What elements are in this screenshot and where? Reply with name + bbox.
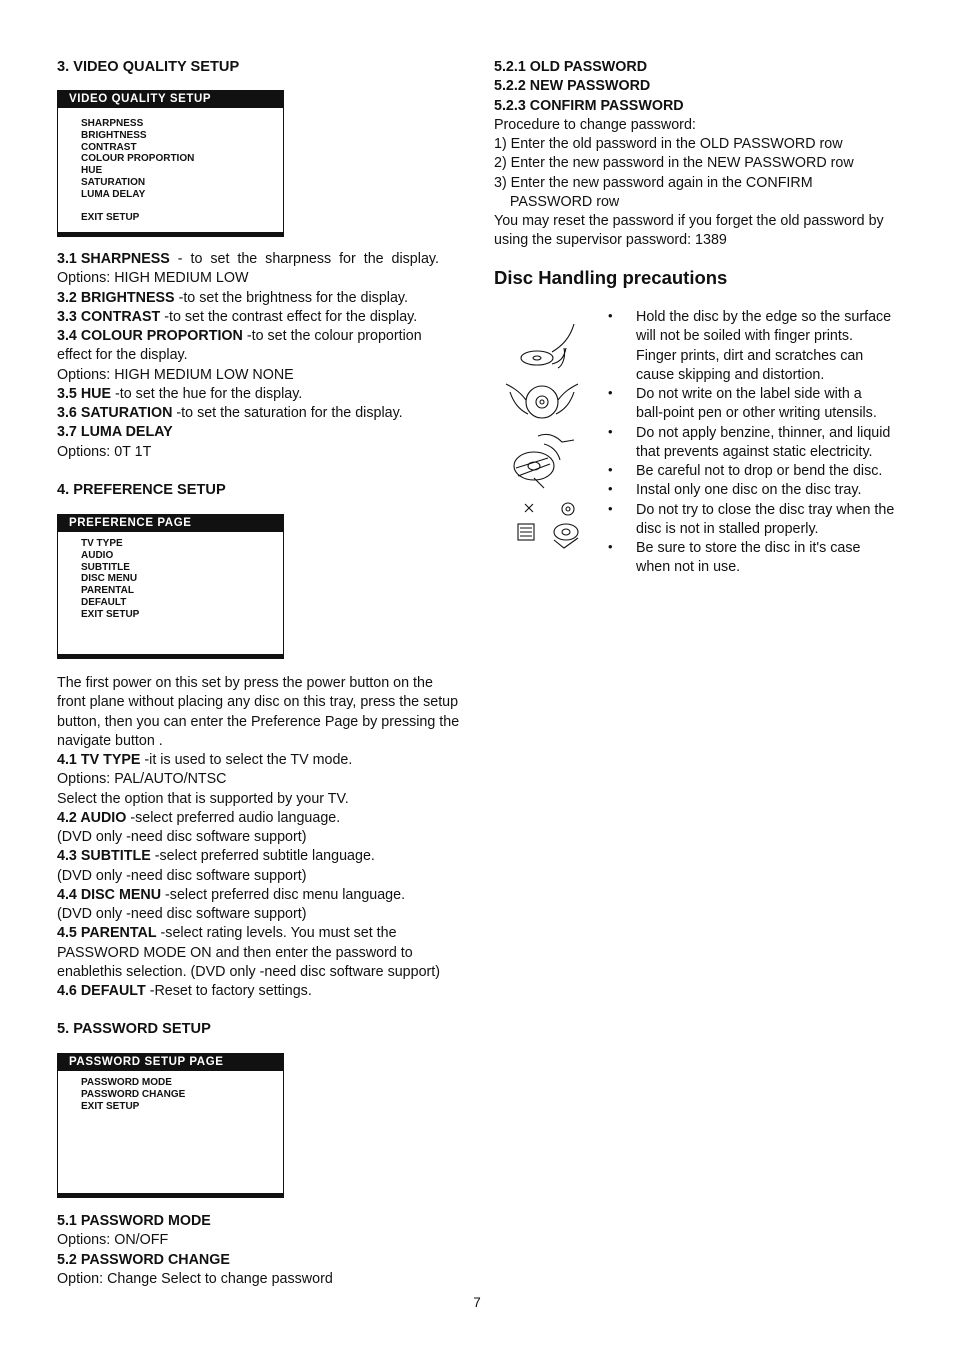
text-line [57, 250, 439, 269]
text-line [57, 1231, 168, 1250]
bullet-marker: • [608, 385, 613, 400]
term-label: 4.1 TV TYPE [57, 752, 141, 768]
description-text: Options: ON/OFF [57, 1232, 169, 1249]
description-text: -to set the saturation for the display. [172, 405, 403, 421]
description-text: PASSWORD MODE ON and then enter the password to [57, 944, 413, 961]
text-line [494, 77, 650, 96]
description-text: using the supervisor password: 1389 [494, 232, 727, 249]
text-line [57, 770, 227, 789]
text-line [57, 867, 307, 886]
description-text: -Reset to factory settings. [145, 983, 312, 999]
description-text: enablethis selection. (DVD only -need disc software support) [57, 963, 441, 980]
menu-item: COLOUR PROPORTION [81, 153, 195, 165]
text-line [57, 944, 413, 963]
description-text: -to set the contrast effect for the display. [160, 308, 418, 325]
bullet-marker: • [608, 539, 613, 554]
bullet-line: Do not write on the label side with a [636, 386, 862, 402]
preference-heading: 4. PREFERENCE SETUP [57, 482, 226, 498]
term-label: 3.6 SATURATION [57, 405, 173, 421]
text-line [57, 732, 163, 751]
text-line [494, 154, 854, 173]
text-line [57, 404, 403, 423]
term-label: 5.2 PASSWORD CHANGE [57, 1251, 230, 1268]
menu-item: HUE [81, 165, 103, 177]
text-line [57, 847, 375, 866]
description-text: Procedure to change password: [494, 116, 696, 133]
description-text: front plane without placing any disc on this tray, press the setup [57, 694, 459, 711]
term-label: 5.2.1 OLD PASSWORD [494, 59, 648, 75]
description-text: Option: Change Select to change password [57, 1270, 333, 1287]
term-label: 3.5 HUE [57, 385, 112, 402]
menu-item: PASSWORD CHANGE [81, 1088, 186, 1100]
preference-menu [57, 514, 284, 659]
menu-item: EXIT SETUP [81, 212, 140, 224]
description-text: 2) Enter the new password in the NEW PASSWORD row [494, 155, 854, 172]
menu-item: TV TYPE [81, 538, 123, 549]
menu-item: BRIGHTNESS [81, 129, 147, 141]
text-line [494, 231, 727, 250]
term-label: 4.3 SUBTITLE [57, 848, 151, 865]
text-line [57, 1212, 211, 1231]
description-text: Select the option that is supported by your TV. [57, 790, 349, 807]
text-line [57, 1270, 333, 1289]
text-line [57, 905, 307, 924]
bullet-line: Be sure to store the disc in it's case [636, 540, 861, 556]
description-text: (DVD only -need disc software support) [57, 867, 307, 884]
term-label: 5.2.2 NEW PASSWORD [494, 78, 651, 95]
description-text: -it is used to select the TV mode. [140, 752, 353, 768]
text-line [57, 809, 340, 828]
text-line [494, 174, 813, 193]
menu-title: PREFERENCE PAGE [58, 515, 283, 532]
bullet-line: cause skipping and distortion. [636, 366, 825, 383]
bullet-marker: • [608, 423, 613, 439]
description-text: (DVD only -need disc software support) [57, 906, 307, 922]
description-text: -select preferred disc menu language. [161, 886, 406, 903]
description-text: Options: 0T 1T [57, 443, 152, 460]
menu-item: EXIT SETUP [81, 608, 140, 620]
term-label: 5.2.3 CONFIRM PASSWORD [494, 97, 684, 114]
two-hands-disc-icon [506, 384, 578, 418]
description-text: PASSWORD row [494, 193, 620, 210]
password-menu [57, 1053, 284, 1198]
video-quality-menu [57, 90, 284, 237]
description-text: Options: HIGH MEDIUM LOW [57, 270, 249, 287]
preference-menu-items [81, 538, 139, 621]
description-text: (DVD only -need disc software support) [57, 829, 307, 845]
text-line [57, 1251, 230, 1270]
disc-handling-heading: Disc Handling precautions [494, 267, 728, 288]
menu-title: PASSWORD SETUP PAGE [58, 1054, 283, 1071]
text-line [494, 135, 843, 154]
bullet-line: Do not try to close the disc tray when the [636, 501, 895, 518]
menu-item: AUDIO [81, 549, 114, 561]
text-line [57, 346, 188, 365]
text-line [57, 289, 408, 308]
bullet-line: will not be soiled with finger prints. [636, 328, 853, 345]
menu-item: LUMA DELAY [81, 188, 146, 200]
bullet-line: when not in use. [636, 559, 741, 576]
description-text: -to set the colour proportion [242, 328, 422, 344]
video-quality-heading: 3. VIDEO QUALITY SETUP [57, 59, 240, 75]
video-menu-items [81, 118, 194, 224]
hold-disc-icon [521, 324, 574, 368]
description-text: Options: PAL/AUTO/NTSC [57, 771, 227, 788]
menu-item: SATURATION [81, 176, 146, 188]
menu-item: CONTRAST [81, 141, 137, 153]
description-text: button, then you can enter the Preference Page by pressing the [57, 713, 460, 730]
description-text: 3) Enter the new password again in the CONFIRM [494, 174, 813, 191]
menu-item: DEFAULT [81, 596, 127, 608]
menu-item [81, 201, 194, 213]
description-text: effect for the display. [57, 347, 188, 364]
term-label: 3.7 LUMA DELAY [57, 424, 173, 441]
term-label: 3.1 SHARPNESS [57, 251, 170, 267]
text-line [57, 269, 248, 288]
text-line [57, 751, 352, 770]
description-text: You may reset the password if you forget the old password by [494, 213, 884, 229]
store-disc-icon [518, 503, 578, 548]
term-label: 4.2 AUDIO [57, 809, 127, 826]
text-line [494, 193, 619, 212]
term-label: 4.6 DEFAULT [57, 983, 146, 999]
text-line [57, 674, 433, 693]
menu-item: PASSWORD MODE [81, 1077, 172, 1088]
term-label: 3.3 CONTRAST [57, 308, 161, 325]
text-line [57, 693, 458, 712]
password-menu-items [81, 1077, 185, 1112]
description-text: -select rating levels. You must set the [156, 925, 397, 942]
menu-title: VIDEO QUALITY SETUP [58, 91, 283, 108]
bullet-marker: • [608, 500, 613, 516]
page-number: 7 [473, 1295, 481, 1310]
bullet-marker: • [608, 481, 613, 497]
bullet-line: that prevents against static electricity. [636, 443, 873, 460]
term-label: 3.4 COLOUR PROPORTION [57, 328, 243, 344]
term-label: 5.1 PASSWORD MODE [57, 1213, 211, 1229]
term-label: 4.5 PARENTAL [57, 925, 157, 942]
text-line [494, 58, 647, 77]
bullet-line: ball-point pen or other writing utensils. [636, 405, 877, 422]
text-line [57, 366, 294, 385]
bullet-line: Do not apply benzine, thinner, and liquid [636, 424, 891, 441]
bullet-line: Finger prints, dirt and scratches can [636, 347, 864, 364]
menu-item: EXIT SETUP [81, 1100, 140, 1112]
bullet-line: Hold the disc by the edge so the surface [636, 309, 892, 325]
text-line [57, 982, 312, 1001]
text-line [494, 97, 684, 116]
bullet-line: Be careful not to drop or bend the disc. [636, 463, 883, 479]
text-line [57, 790, 349, 809]
description-text: -select preferred subtitle language. [150, 848, 375, 865]
description-text: navigate button . [57, 732, 163, 749]
text-line [57, 423, 173, 442]
text-line [57, 713, 459, 732]
text-line [57, 443, 151, 462]
menu-item: SUBTITLE [81, 561, 130, 573]
text-line [57, 385, 302, 404]
text-line [494, 116, 696, 135]
menu-item: DISC MENU [81, 573, 138, 585]
bullet-line: Instal only one disc on the disc tray. [636, 482, 862, 499]
text-line [57, 327, 422, 346]
description-text: 1) Enter the old password in the OLD PASSWORD row [494, 136, 843, 152]
description-text: The first power on this set by press the power button on the [57, 675, 433, 691]
password-heading: 5. PASSWORD SETUP [57, 1021, 211, 1037]
description-text: -to set the hue for the display. [111, 385, 303, 402]
bullet-line: disc is not in stalled properly. [636, 520, 819, 537]
description-text: Options: HIGH MEDIUM LOW NONE [57, 366, 294, 383]
text-line [57, 886, 405, 905]
text-line [57, 924, 397, 943]
menu-item: PARENTAL [81, 585, 134, 597]
text-line [57, 963, 440, 982]
bullet-marker: • [608, 462, 613, 477]
description-text: - to set the sharpness for the display. [169, 251, 439, 267]
menu-item: SHARPNESS [81, 118, 144, 129]
bullet-marker: • [608, 308, 613, 323]
text-line [57, 308, 417, 327]
description-text: -to set the brightness for the display. [174, 289, 408, 306]
disc-handling-illustrations [504, 318, 584, 550]
text-line [57, 828, 307, 847]
description-text: -select preferred audio language. [126, 809, 341, 826]
text-line [494, 212, 884, 231]
clean-disc-icon [514, 434, 574, 488]
term-label: 3.2 BRIGHTNESS [57, 289, 175, 306]
term-label: 4.4 DISC MENU [57, 886, 162, 903]
